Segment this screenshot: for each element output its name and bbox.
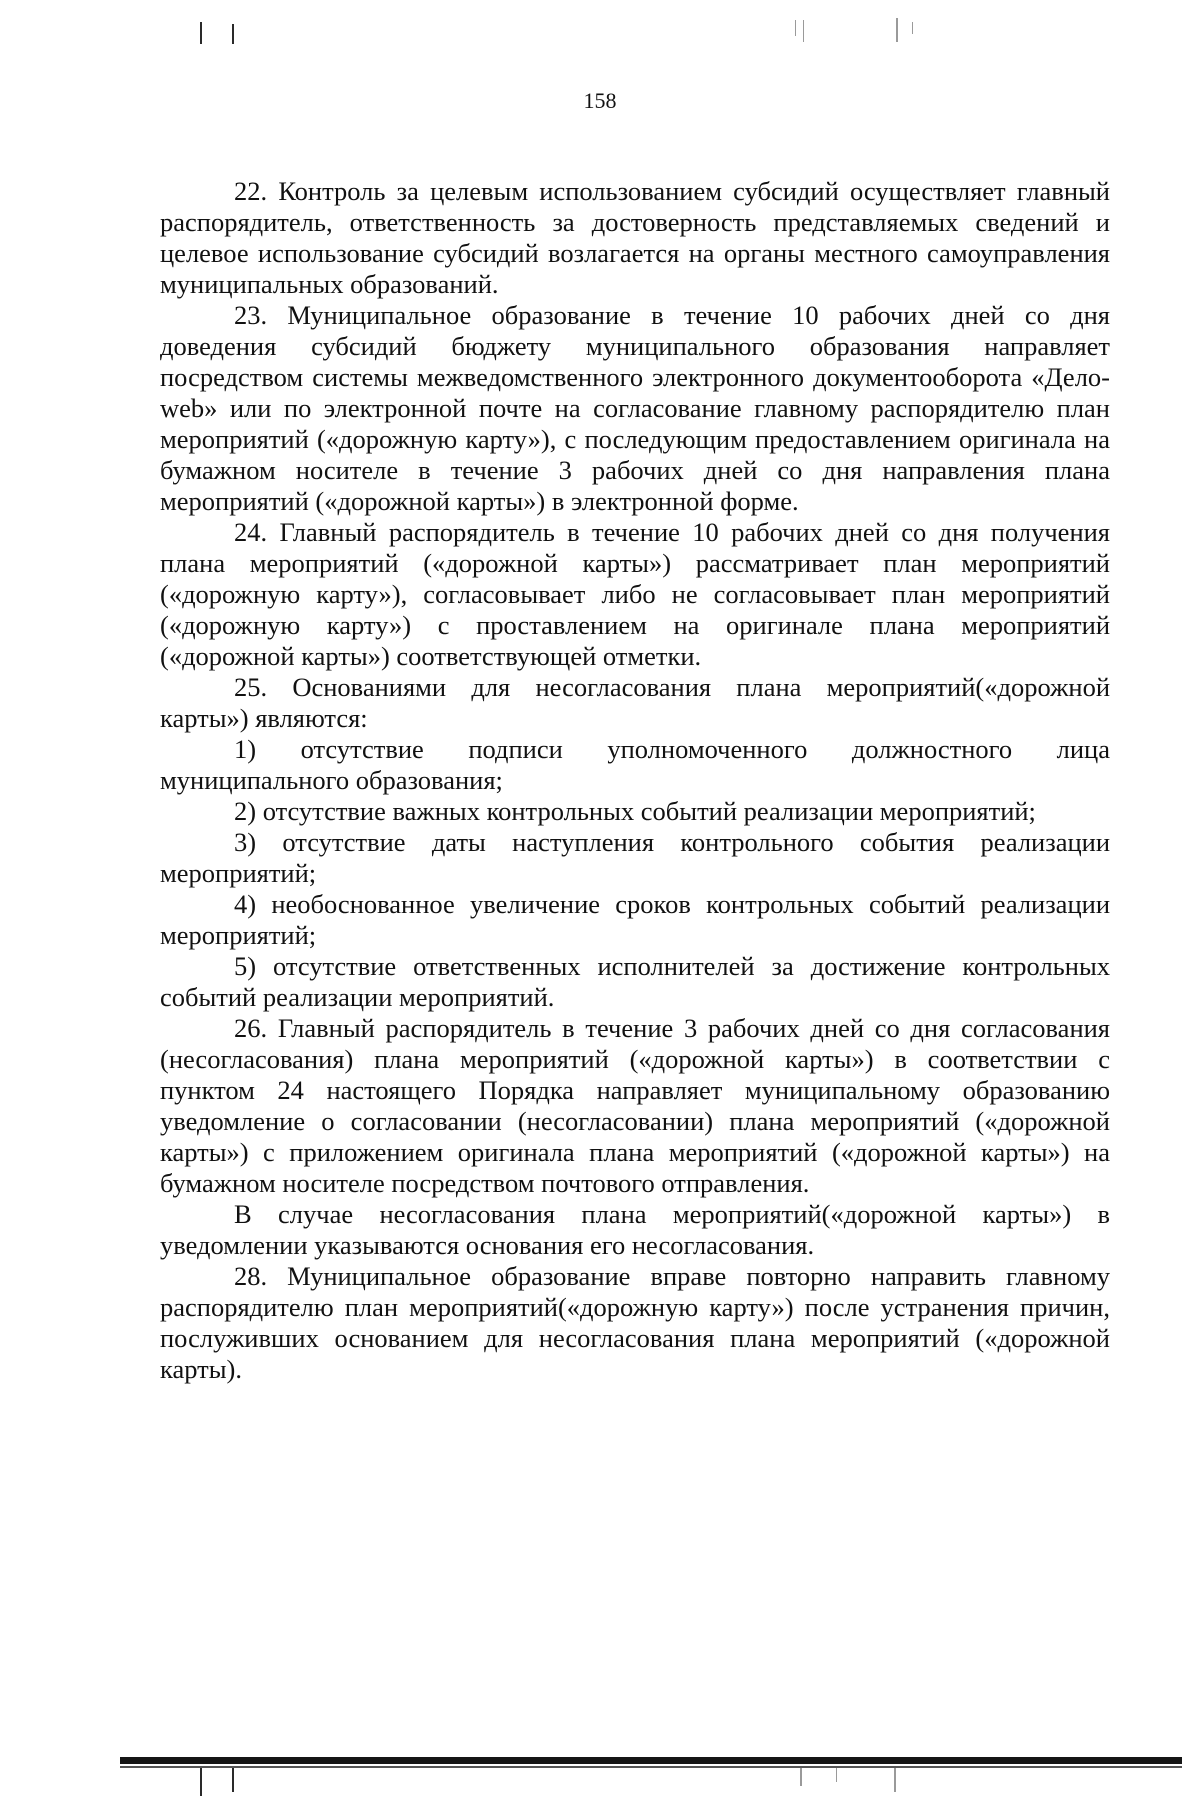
scan-artifact-bottom-3 bbox=[800, 1768, 802, 1786]
scan-artifact-top-right-2 bbox=[803, 20, 804, 42]
paragraph-28: 28. Муниципальное образование вправе повторно направить главному распорядителю план мероприятий(«дорожную карту») после устранения причин, послуживших основанием для несогласования плана мероприятий («дорожной карты). bbox=[160, 1261, 1110, 1384]
list-item-4: 4) необоснованное увеличение сроков контрольных событий реализации мероприятий; bbox=[160, 889, 1110, 950]
scan-border-bottom bbox=[120, 1757, 1182, 1764]
list-item-3: 3) отсутствие даты наступления контрольного события реализации мероприятий; bbox=[160, 827, 1110, 888]
paragraph-26: 26. Главный распорядитель в течение 3 рабочих дней со дня согласования (несогласования) плана мероприятий («дорожной карты») в соответствии с пунктом 24 настоящего Порядка направляет муниципальному образованию уведомление о согласовании (несогласовании) плана мероприятий («дорожной карты») с приложением оригинала плана мероприятий («дорожной карты») на бумажном носителе посредством почтового отправления. bbox=[160, 1013, 1110, 1198]
scan-border-bottom-thin bbox=[120, 1766, 1182, 1768]
scan-artifact-top-right-1 bbox=[795, 20, 796, 36]
paragraph-24: 24. Главный распорядитель в течение 10 рабочих дней со дня получения плана мероприятий («дорожной карты») рассматривает план мероприятий («дорожную карту»), согласовывает либо не согласовывает план мероприятий («дорожную карту») с проставлением на оригинале плана мероприятий («дорожной карты») соответствующей отметки. bbox=[160, 517, 1110, 671]
list-item-2: 2) отсутствие важных контрольных событий реализации мероприятий; bbox=[234, 796, 1036, 826]
scan-artifact-top-left-1 bbox=[200, 22, 202, 44]
scan-artifact-top-right-4 bbox=[912, 22, 913, 34]
list-item-1: 1) отсутствие подписи уполномоченного должностного лица муниципального образования; bbox=[160, 734, 1110, 795]
scan-artifact-bottom-1 bbox=[200, 1768, 202, 1796]
list-item-5: 5) отсутствие ответственных исполнителей за достижение контрольных событий реализации мероприятий. bbox=[160, 951, 1110, 1012]
scan-artifact-top-right-3 bbox=[896, 18, 898, 42]
paragraph-26-note: В случае несогласования плана мероприятий(«дорожной карты») в уведомлении указываются основания его несогласования. bbox=[160, 1199, 1110, 1260]
document-body bbox=[160, 176, 1110, 1385]
page-number: 158 bbox=[583, 88, 617, 113]
scan-artifact-top-left-2 bbox=[232, 24, 234, 44]
paragraph-22: 22. Контроль за целевым использованием субсидий осуществляет главный распорядитель, ответственность за достоверность представляемых сведений и целевое использование субсидий возлагается на органы местного самоуправления муниципальных образований. bbox=[160, 176, 1110, 299]
scan-artifact-bottom-4 bbox=[836, 1768, 837, 1782]
scan-artifact-bottom-2 bbox=[232, 1768, 234, 1792]
paragraph-23: 23. Муниципальное образование в течение 10 рабочих дней со дня доведения субсидий бюджету муниципального образования направляет посредством системы межведомственного электронного документооборота «Дело-web» или по электронной почте на согласование главному распорядителю план мероприятий («дорожную карту»), с последующим предоставлением оригинала на бумажном носителе в течение 3 рабочих дней со дня направления плана мероприятий («дорожной карты») в электронной форме. bbox=[160, 300, 1110, 516]
paragraph-25: 25. Основаниями для несогласования плана мероприятий(«дорожной карты») являются: bbox=[160, 672, 1110, 733]
scan-artifact-bottom-5 bbox=[894, 1768, 896, 1792]
